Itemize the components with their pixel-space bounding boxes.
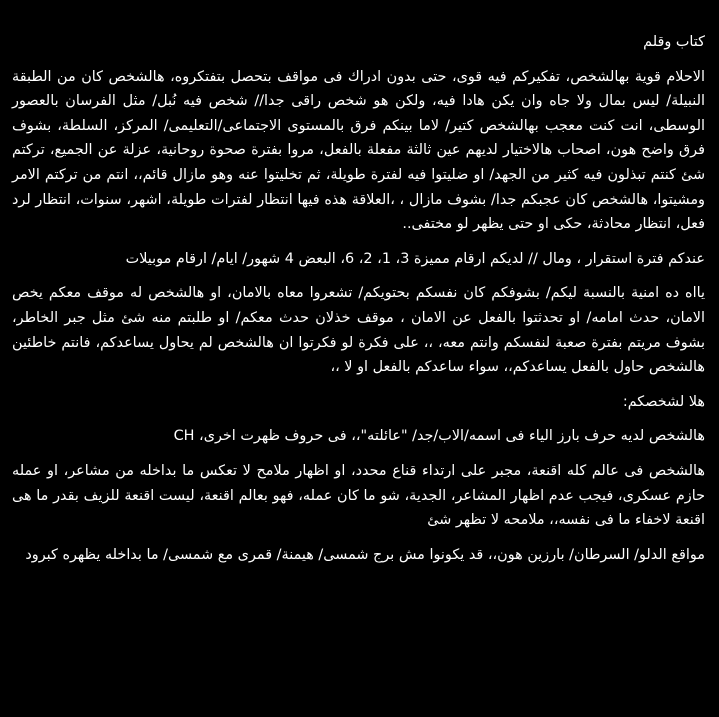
paragraph-stability-numbers: عندكم فترة استقرار ، ومال // لديكم ارقام مميزة 3، 1، 2، 6، البعض 4 شهور/ ايام/ ارقام موبيلات — [125, 250, 705, 267]
paragraph-person-heading: هلا لشخصكم: — [622, 393, 705, 410]
document-title: كتاب وقلم — [643, 34, 705, 50]
paragraph-safety-wish: يااه ده امنية بالنسبة ليكم/ بشوفكم كان نفسكم بحتويكم/ تشعروا معاه بالامان، او هالشخص له موقف معكم يخص الامان، حدث امامه/ او تحدثتوا بالفعل عن الامان ، موقف خذلان حدث معكم/ او طلبتم منه شئ مثل جبر الخاطر، بشوف مريتم بفترة صعبة لنفسكم وانتم معه، ،، على فكرة لو فكرتوا ان هالشخص لم يحاول يساعدكم، فانتم خاطئين هالشخص حاول بالفعل يساعدكم،، سواء ساعدكم بالفعل او لا ،، — [12, 285, 705, 376]
paragraph-dreams: الاحلام قوية بهالشخص، تفكيركم فيه قوى، حتى بدون ادراك فى مواقف بتحصل بتفتكروه، هالشخص كان من الطبقة النبيلة/ ليس بمال ولا جاه وان يكن هادا فيه، ولكن هو شخص راقى جدا// شخص فيه نُبل/ مثل الفرسان بالعصور الوسطى، انت كنت معجب بهالشخص كتير/ لاما بينكم فرق بالمستوى الاجتماعى/التعليمى/ المركز، السلطة، بشوف فرق واضح هون، اصحاب هالاختيار لديهم عين ثالثة مفعلة بالفعل، مروا بفترة صحوة روحانية، عزلة عن الجميع، تركتم شئ كنتم تبذلون فيه كثير من الجهد/ او ضليتوا فيه لفترة طويلة، ثم تخليتوا عنه وهو مازال قائم،، انتم من تركتم الامر ومشيتوا، هالشخص كان عجبكم جدا/ بشوف مازال ، ،العلاقة هذه فيها انتظار لفترات طويلة، اشهر، سنوات، انتظار لرد فعل، انتظار محادثة، حكى او حتى يظهر لو مختفى.. — [12, 68, 705, 233]
paragraph-zodiac-positions: مواقع الدلو/ السرطان/ بارزين هون،، قد يكونوا مش برج شمسى/ هيمنة/ قمرى مع شمسى/ ما بداخله يظهره كبرود — [25, 546, 705, 563]
paragraph-masks: هالشخص فى عالم كله اقنعة، مجبر على ارتداء قناع محدد، او اظهار ملامح لا تعكس ما بداخله من مشاعر، او عمله حازم عسكرى، فيجب عدم اظهار المشاعر، الجدية، شو ما كان عمله، فهو بعالم اقنعة، ليست اقنعة للزيف بقدر ما هى اقنعة لاخفاء ما فى نفسه،، ملامحه لا تظهر شئ — [12, 462, 705, 529]
paragraph-name-letters: هالشخص لديه حرف بارز الياء فى اسمه/الاب/جد/ "عائلته"،، فى حروف ظهرت اخرى، CH — [173, 428, 705, 445]
